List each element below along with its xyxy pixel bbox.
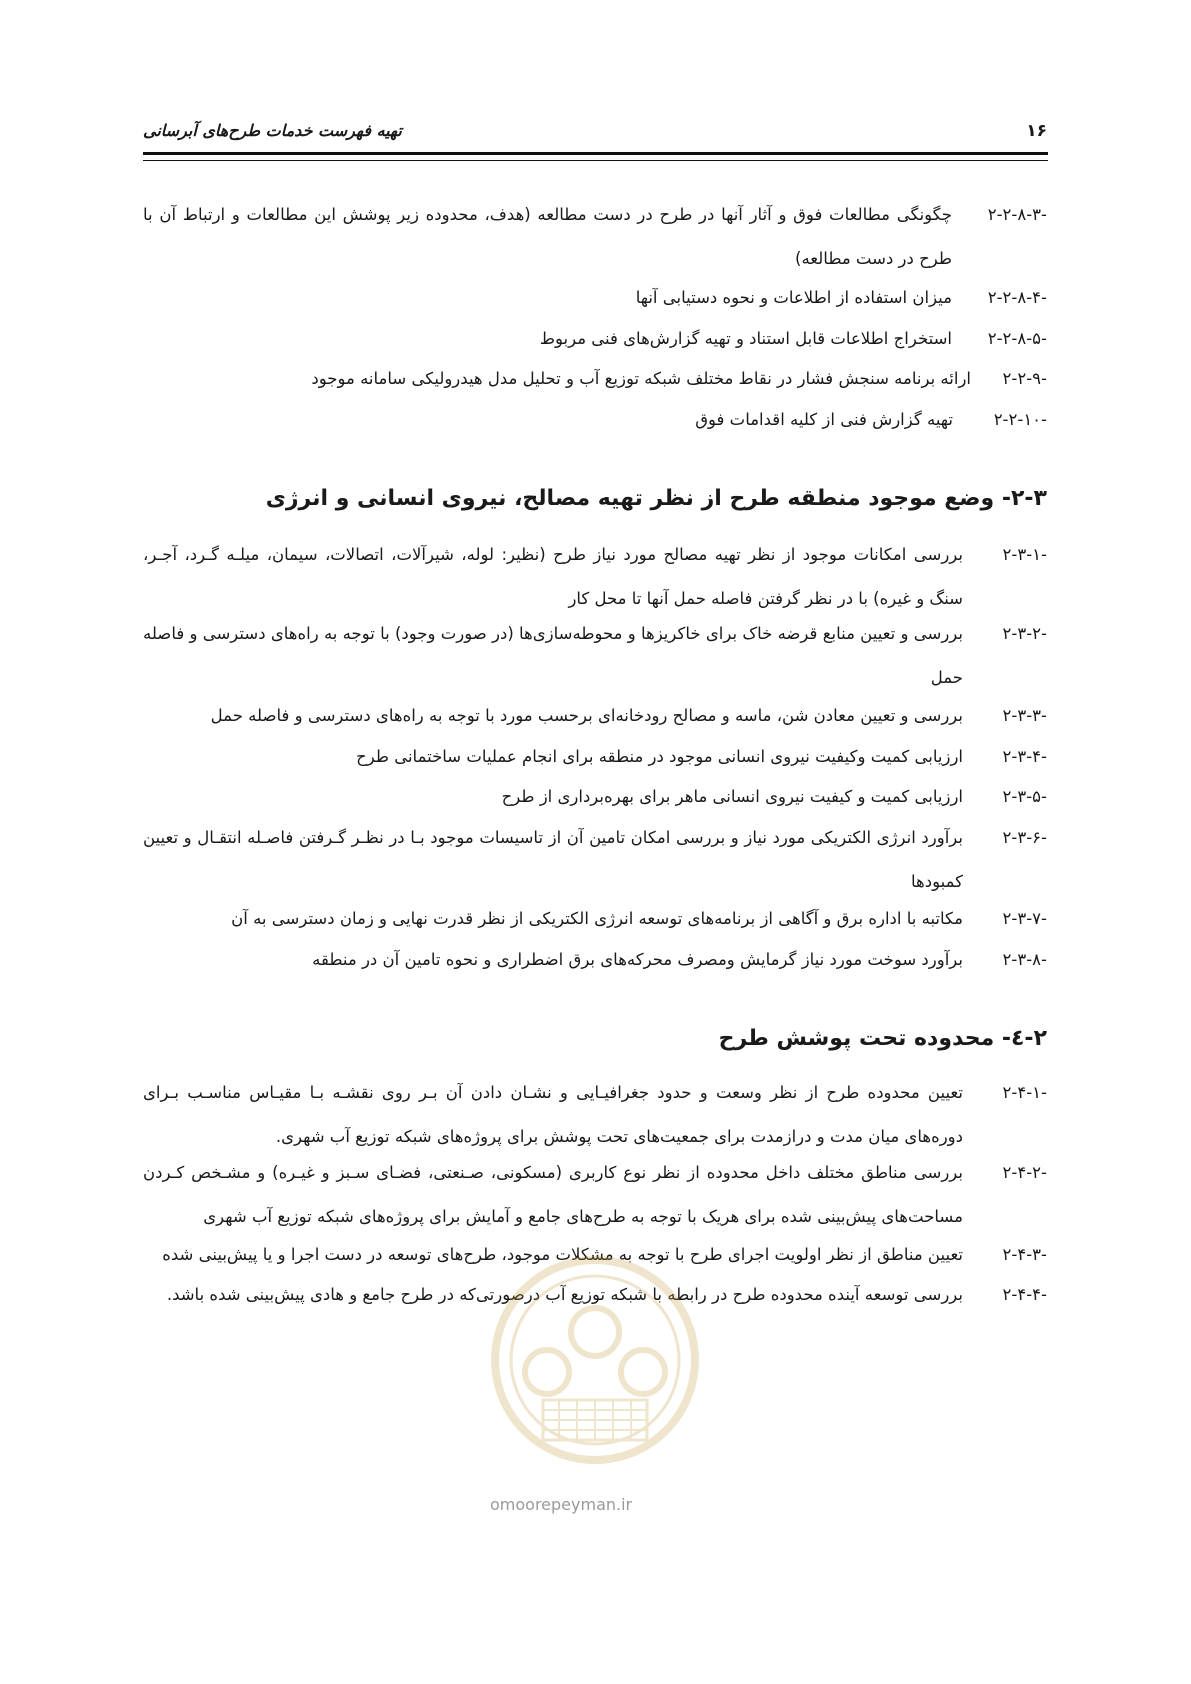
list-item [143,357,1047,401]
item-text: برآورد سوخت مورد نیاز گرمایش ومصرف محرکه‌های برق اضطراری و نحوه تامین آن در منطقه [312,950,963,969]
item-text: ارائه برنامه سنجش فشار در نقاط مختلف شبکه توزیع آب و تحلیل مدل هیدرولیکی سامانه موجود [311,369,971,388]
item-number: ۲-۲-۹- [1002,369,1047,388]
list-item [143,775,1047,819]
list-item [143,276,1047,320]
item-number: ۲-۴-۳- [1002,1245,1047,1264]
item-text: تهیه گزارش فنی از کلیه اقدامات فوق [695,410,953,429]
item-text: استخراج اطلاعات قابل استناد و تهیه گزارش‌های فنی مربوط [539,329,952,348]
running-title: تهیه فهرست خدمات طرح‌های آبرسانی [143,121,402,140]
item-number: ۲-۳-۱- [1002,545,1047,564]
item-text: بررسی و تعیین منابع قرضه خاک برای خاکریزها و محوطه‌سازی‌ها (در صورت وجود) با توجه به راه‌های دسترسی و فاصله حمل [143,624,963,687]
list-item [143,816,1047,906]
list-item [143,533,1047,623]
item-number: ۲-۴-۴- [1002,1285,1047,1304]
item-number: ۲-۳-۷- [1002,909,1047,928]
item-number: ۲-۳-۲- [1002,624,1047,643]
item-text: برآورد انرژی الکتریکی مورد نیاز و بررسی امکان تامین آن از تاسیسات موجود بـا در نظـر گـرفتن فاصـله انتقـال و تعیین کمبودها [143,828,963,891]
list-item [143,938,1047,982]
item-number: ۲-۳-۸- [1002,950,1047,969]
section-heading: ۲-٤- محدوده تحت پوشش طرح [718,1026,1047,1051]
item-text: میزان استفاده از اطلاعات و نحوه دستیابی آنها [635,288,952,307]
item-text: بررسی و تعیین معادن شن، ماسه و مصالح رودخانه‌ای برحسب مورد با توجه به راه‌های دسترسی و فاصله حمل [210,706,963,725]
list-item [143,897,1047,941]
item-number: ۲-۲-۸-۵- [987,329,1047,348]
item-number: ۲-۳-۴- [1002,747,1047,766]
item-number: ۲-۴-۲- [1002,1163,1047,1182]
item-text: بررسی توسعه آینده محدوده طرح در رابطه با شبکه توزیع آب درصورتی‌که در طرح جامع و هادی پیش‌بینی شده باشد. [166,1285,963,1304]
list-item [143,398,1047,442]
item-text: بررسی مناطق مختلف داخل محدوده از نظر نوع کاربری (مسکونی، صـنعتی، فضـای سـبز و غیـره) و مشـخص کـردن مساحت‌های پیش‌بینی شده برای هریک با توجه به طرح‌های جامع و آمایش برای پروژه‌های شبکه توزیع آب شهری [143,1163,963,1226]
item-number: ۲-۲-۸-۴- [987,288,1047,307]
list-item [143,193,1047,283]
list-item [143,612,1047,702]
item-text: ارزیابی کمیت وکیفیت نیروی انسانی موجود در منطقه برای انجام عملیات ساختمانی طرح [356,747,963,766]
item-number: ۲-۳-۶- [1002,828,1047,847]
header-rule-thin [143,160,1048,161]
item-number: ۲-۲-۱۰- [993,410,1047,429]
item-text: تعیین محدوده طرح از نظر وسعت و حدود جغرافیـایی و نشـان دادن آن بـر روی نقشـه بـا مقیـاس مناسـب بـرای دوره‌های میان مدت و درازمدت برای جمعیت‌های تحت پوشش برای پروژه‌های شبکه توزیع آب شهری. [143,1083,963,1146]
item-number: ۲-۴-۱- [1002,1083,1047,1102]
item-text: بررسی امکانات موجود از نظر تهیه مصالح مورد نیاز طرح (نظیر: لوله، شیرآلات، اتصالات، سیمان، میلـه گـرد، آجـر، سنگ و غیره) با در نظر گرفتن فاصله حمل آنها تا محل کار [143,545,963,608]
section-heading: ۲-۳- وضع موجود منطقه طرح از نظر تهیه مصالح، نیروی انسانی و انرژی [265,486,1047,511]
page-number: ۱۶ [1026,121,1047,141]
list-item [143,694,1047,738]
list-item [143,317,1047,361]
item-text: ارزیابی کمیت و کیفیت نیروی انسانی ماهر برای بهره‌برداری از طرح [501,787,963,806]
watermark-site: omoorepeyman.ir [490,1495,633,1514]
list-item [143,735,1047,779]
list-item [143,1071,1047,1161]
header-rule [143,152,1048,155]
item-text: چگونگی مطالعات فوق و آثار آنها در طرح در دست مطالعه (هدف، محدوده زیر پوشش این مطالعات و ارتباط آن با طرح در دست مطالعه) [143,205,952,268]
list-item [143,1151,1047,1241]
item-text: تعیین مناطق از نظر اولویت اجرای طرح با توجه به مشکلات موجود، طرح‌های توسعه در دست اجرا و یا پیش‌بینی شده [162,1245,963,1264]
item-number: ۲-۳-۵- [1002,787,1047,806]
item-text: مکاتبه با اداره برق و آگاهی از برنامه‌های توسعه انرژی الکتریکی از نظر قدرت نهایی و زمان دسترسی به آن [231,909,963,928]
item-number: ۲-۳-۳- [1002,706,1047,725]
item-number: ۲-۲-۸-۳- [987,205,1047,224]
watermark-logo [485,1250,705,1490]
